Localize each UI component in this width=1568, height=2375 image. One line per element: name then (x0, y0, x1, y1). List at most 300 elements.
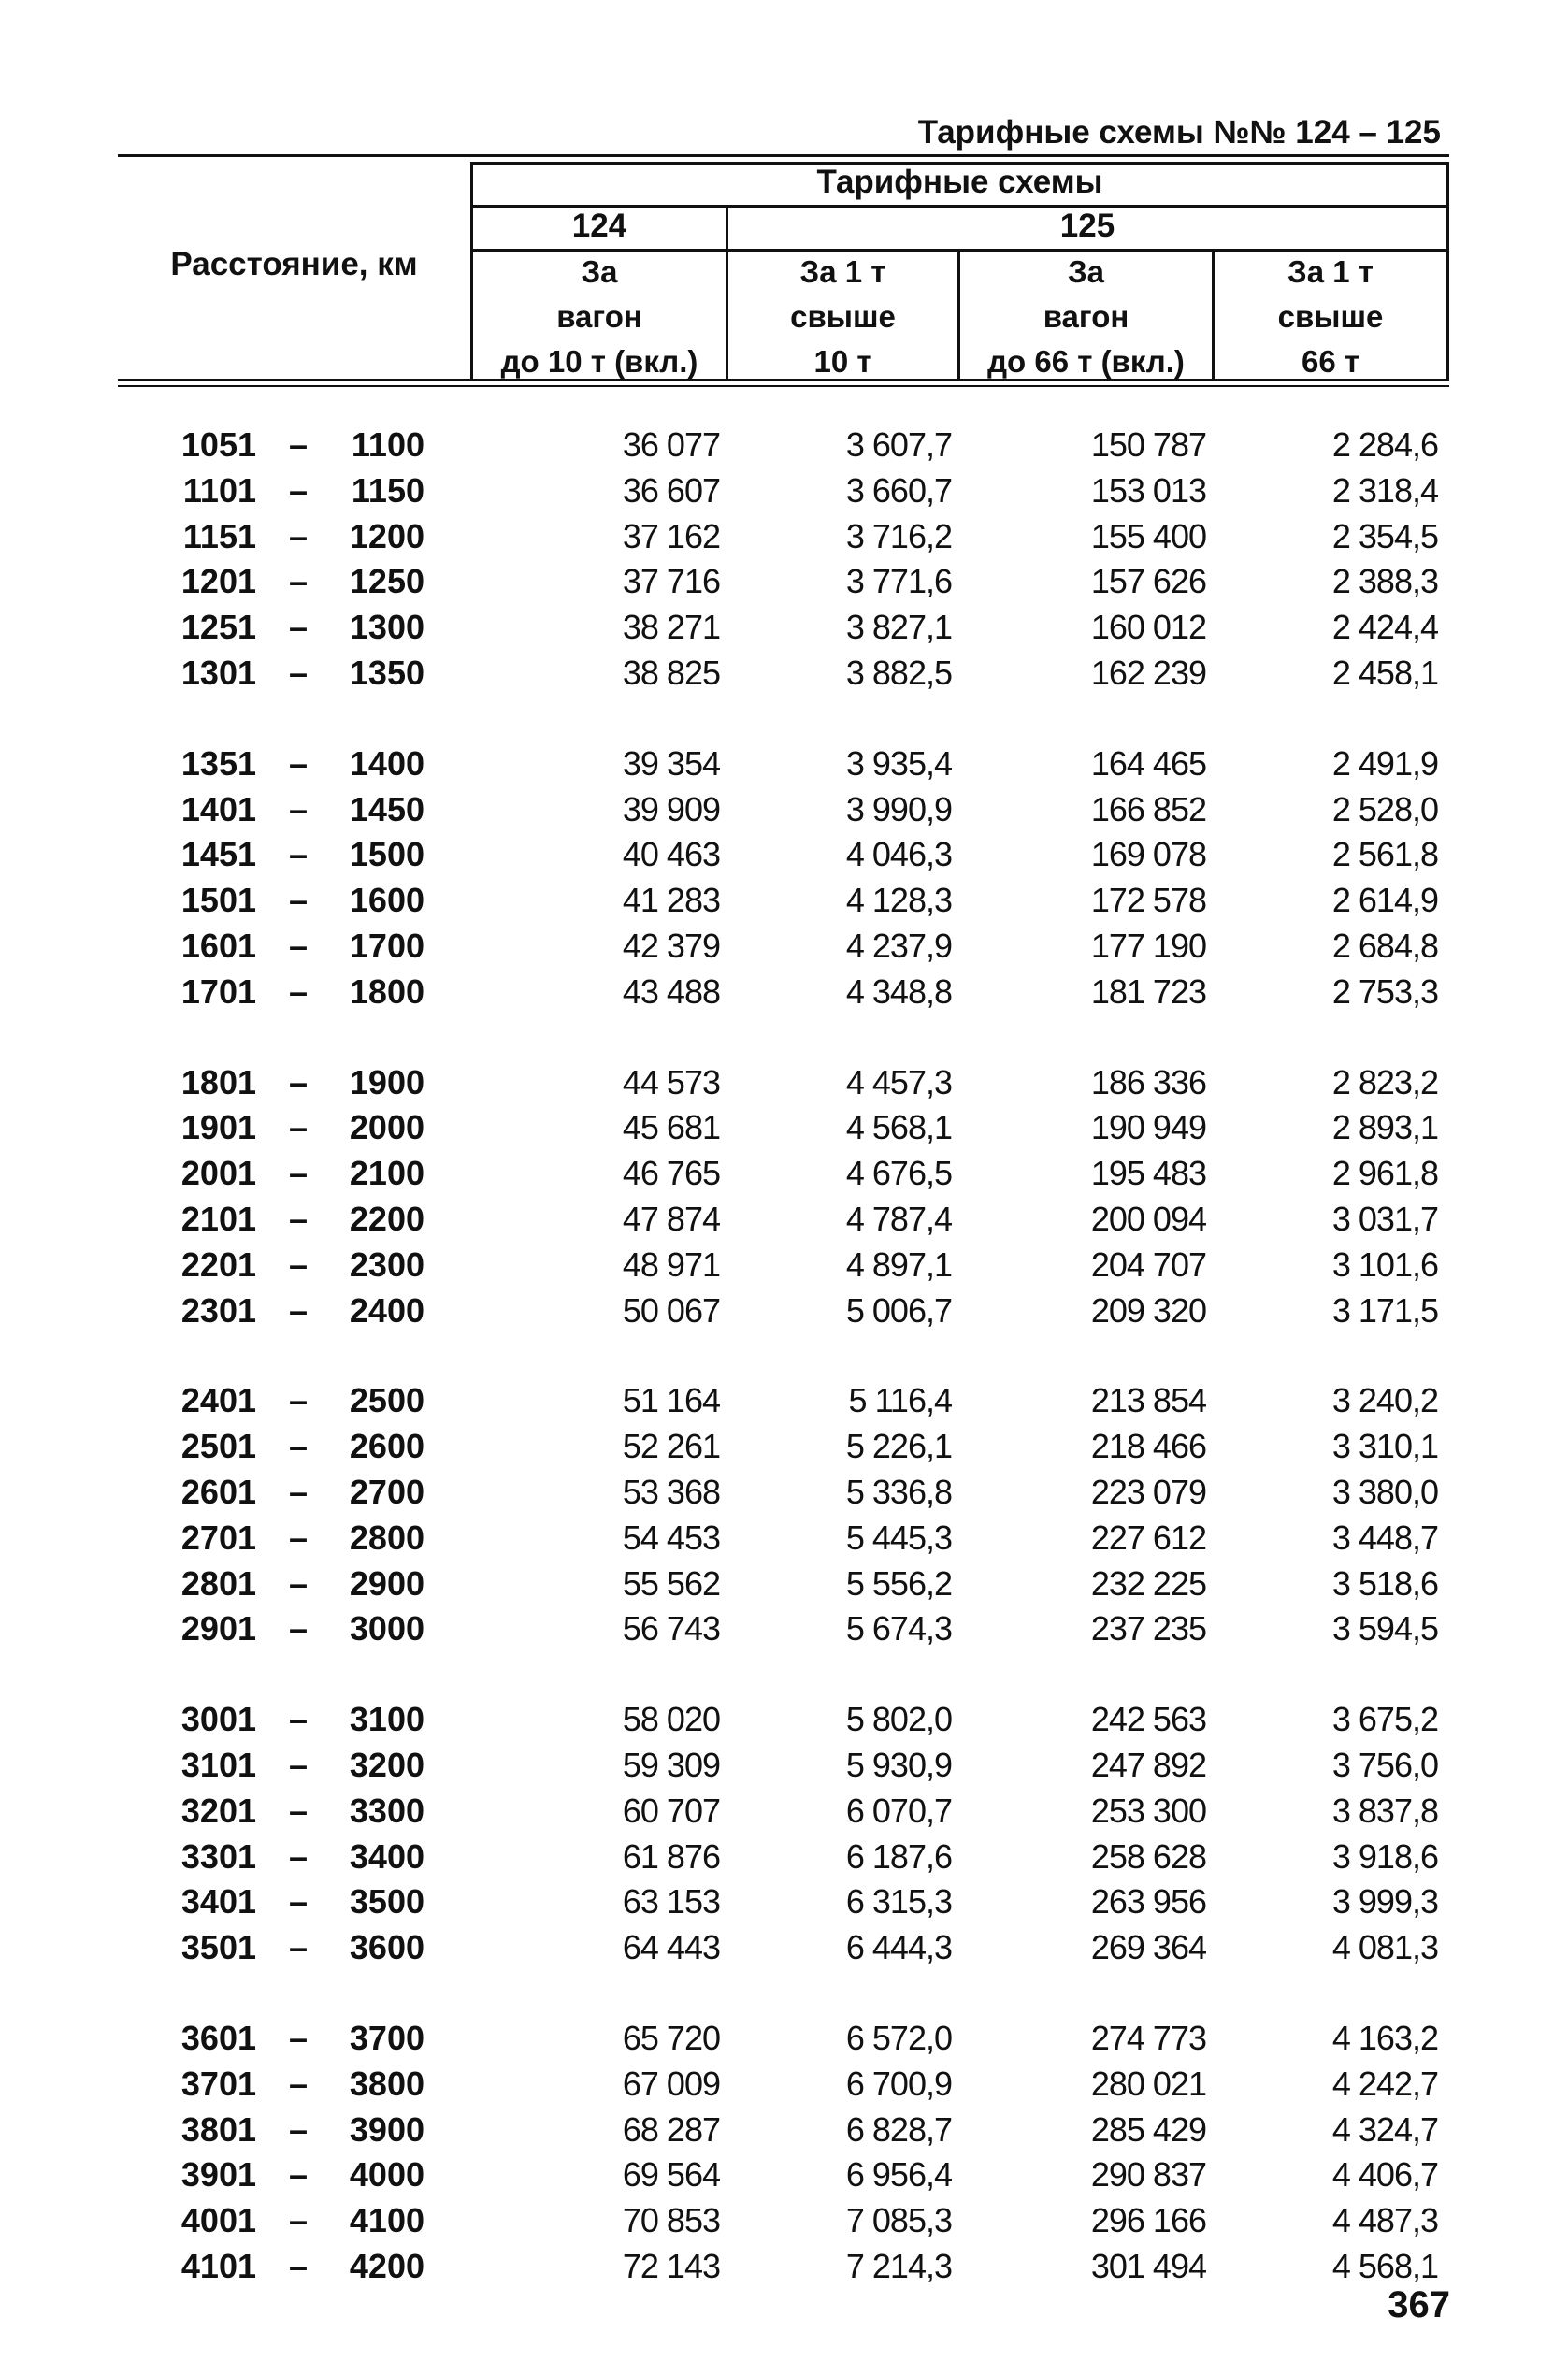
wagon-10t-value: 65 720 (622, 2019, 720, 2057)
ton-over-10t-value: 5 674,3 (845, 1609, 952, 1648)
distance-to: 3800 (349, 2064, 424, 2103)
wagon-10t-value: 60 707 (622, 1791, 720, 1830)
wagon-10t-value: 42 379 (622, 927, 720, 965)
distance-to: 4100 (349, 2201, 424, 2240)
table-row (0, 1288, 1568, 1333)
range-dash: – (288, 1518, 309, 1557)
distance-from: 3101 (180, 1746, 256, 1784)
ton-over-66t-value: 4 163,2 (1331, 2019, 1438, 2057)
distance-to: 3100 (349, 1700, 424, 1739)
wagon-66t-value: 258 628 (1090, 1836, 1206, 1876)
table-row (0, 924, 1568, 969)
range-dash: – (288, 425, 309, 464)
distance-to: 2500 (349, 1381, 424, 1420)
wagon-10t-value: 64 443 (622, 1928, 720, 1967)
ton-over-10t-value: 3 935,4 (845, 743, 952, 783)
range-dash: – (288, 881, 309, 920)
ton-over-66t-value: 3 031,7 (1331, 1200, 1438, 1238)
ton-over-10t-value: 3 882,5 (845, 654, 952, 692)
ton-over-10t-value: 6 187,6 (845, 1836, 952, 1876)
ton-over-66t-value: 2 424,4 (1331, 608, 1438, 647)
distance-to: 3600 (349, 1928, 424, 1967)
wagon-10t-value: 38 271 (622, 608, 720, 647)
ton-over-66t-value: 3 310,1 (1331, 1427, 1438, 1466)
distance-to: 1450 (349, 789, 424, 828)
distance-from: 2901 (180, 1609, 256, 1648)
ton-over-10t-value: 6 070,7 (845, 1791, 952, 1830)
range-dash: – (288, 927, 309, 965)
wagon-66t-value: 301 494 (1090, 2247, 1206, 2285)
col-wagon-66t-header: За вагон до 66 т (вкл.) (987, 254, 1185, 379)
table-row (0, 1697, 1568, 1742)
table-row (0, 468, 1568, 513)
table-row (0, 878, 1568, 923)
wagon-10t-value: 37 716 (622, 562, 720, 601)
ton-over-66t-value: 4 487,3 (1331, 2201, 1438, 2240)
table-row (0, 2244, 1568, 2289)
distance-from: 2701 (180, 1518, 256, 1557)
wagon-66t-value: 232 225 (1090, 1563, 1206, 1603)
ton-over-10t-value: 4 128,3 (845, 881, 952, 920)
ton-over-66t-value: 2 893,1 (1331, 1108, 1438, 1147)
ton-over-66t-value: 4 242,7 (1331, 2064, 1438, 2103)
ton-over-10t-value: 3 716,2 (845, 516, 952, 555)
wagon-66t-value: 195 483 (1090, 1154, 1206, 1193)
ton-over-10t-value: 6 572,0 (845, 2019, 952, 2057)
range-dash: – (288, 789, 309, 828)
wagon-10t-value: 67 009 (622, 2064, 720, 2103)
table-row (0, 1378, 1568, 1423)
wagon-66t-value: 269 364 (1090, 1928, 1206, 1967)
table-row (0, 1879, 1568, 1924)
ton-over-66t-value: 4 406,7 (1331, 2155, 1438, 2195)
range-dash: – (288, 972, 309, 1011)
range-dash: – (288, 1290, 309, 1330)
distance-to: 3700 (349, 2019, 424, 2057)
ton-over-10t-value: 6 828,7 (845, 2109, 952, 2149)
wagon-10t-value: 59 309 (622, 1746, 720, 1784)
distance-from: 3001 (180, 1700, 256, 1739)
distance-to: 3000 (349, 1609, 424, 1648)
table-row (0, 651, 1568, 696)
wagon-66t-value: 274 773 (1090, 2019, 1206, 2057)
distance-from: 1401 (180, 789, 256, 828)
distance-header: Расстояние, км (170, 246, 418, 282)
wagon-66t-value: 157 626 (1090, 562, 1206, 601)
wagon-10t-value: 52 261 (622, 1427, 720, 1466)
table-row (0, 1606, 1568, 1651)
header-divider (1446, 162, 1449, 379)
range-dash: – (288, 654, 309, 692)
table-row (0, 970, 1568, 1015)
scheme-124-header: 124 (571, 208, 627, 244)
ton-over-66t-value: 2 561,8 (1331, 835, 1438, 874)
wagon-66t-value: 164 465 (1090, 743, 1206, 783)
distance-from: 3301 (180, 1836, 256, 1876)
distance-from: 3601 (180, 2019, 256, 2057)
wagon-66t-value: 190 949 (1090, 1108, 1206, 1147)
wagon-66t-value: 155 400 (1090, 516, 1206, 555)
wagon-66t-value: 223 079 (1090, 1473, 1206, 1511)
wagon-66t-value: 247 892 (1090, 1746, 1206, 1784)
distance-from: 2401 (180, 1381, 256, 1420)
distance-to: 3500 (349, 1882, 424, 1922)
table-row (0, 1789, 1568, 1834)
ton-over-10t-value: 3 827,1 (845, 608, 952, 647)
ton-over-66t-value: 2 823,2 (1331, 1062, 1438, 1101)
range-dash: – (288, 1108, 309, 1147)
range-dash: – (288, 1836, 309, 1876)
wagon-66t-value: 290 837 (1090, 2155, 1206, 2195)
wagon-66t-value: 218 466 (1090, 1427, 1206, 1466)
distance-to: 1400 (349, 743, 424, 783)
table-row (0, 1197, 1568, 1242)
table-row (0, 1151, 1568, 1196)
wagon-10t-value: 69 564 (622, 2155, 720, 2195)
range-dash: – (288, 835, 309, 874)
ton-over-10t-value: 5 006,7 (845, 1290, 952, 1330)
scheme-125-header: 125 (1059, 208, 1115, 244)
table-row (0, 1424, 1568, 1469)
wagon-66t-value: 160 012 (1090, 608, 1206, 647)
wagon-10t-value: 53 368 (622, 1473, 720, 1511)
table-row (0, 1562, 1568, 1606)
ton-over-10t-value: 7 214,3 (845, 2247, 952, 2285)
ton-over-66t-value: 2 614,9 (1331, 881, 1438, 920)
range-dash: – (288, 2109, 309, 2149)
ton-over-66t-value: 2 458,1 (1331, 654, 1438, 692)
range-dash: – (288, 2201, 309, 2240)
distance-from: 2001 (180, 1154, 256, 1193)
ton-over-10t-value: 7 085,3 (845, 2201, 952, 2240)
distance-to: 1250 (349, 562, 424, 601)
wagon-10t-value: 56 743 (622, 1609, 720, 1648)
range-dash: – (288, 1746, 309, 1784)
wagon-10t-value: 36 077 (622, 425, 720, 464)
distance-from: 1601 (180, 927, 256, 965)
distance-to: 3900 (349, 2109, 424, 2149)
distance-to: 2600 (349, 1427, 424, 1466)
range-dash: – (288, 1791, 309, 1830)
range-dash: – (288, 1245, 309, 1284)
ton-over-10t-value: 4 787,4 (845, 1200, 952, 1238)
ton-over-10t-value: 3 990,9 (845, 789, 952, 828)
ton-over-66t-value: 3 918,6 (1331, 1836, 1438, 1876)
ton-over-10t-value: 5 556,2 (845, 1563, 952, 1603)
ton-over-10t-value: 3 607,7 (845, 425, 952, 464)
page-number: 367 (1388, 2284, 1450, 2325)
wagon-66t-value: 237 235 (1090, 1609, 1206, 1648)
ton-over-66t-value: 4 568,1 (1331, 2247, 1438, 2285)
distance-from: 3201 (180, 1791, 256, 1830)
distance-to: 1300 (349, 608, 424, 647)
wagon-66t-value: 227 612 (1090, 1518, 1206, 1557)
ton-over-10t-value: 4 046,3 (845, 835, 952, 874)
table-row (0, 1060, 1568, 1105)
ton-over-10t-value: 4 568,1 (845, 1108, 952, 1147)
ton-over-66t-value: 3 675,2 (1331, 1700, 1438, 1739)
wagon-66t-value: 280 021 (1090, 2064, 1206, 2103)
distance-from: 1251 (180, 608, 256, 647)
distance-to: 2800 (349, 1518, 424, 1557)
range-dash: – (288, 470, 309, 510)
ton-over-66t-value: 2 284,6 (1331, 425, 1438, 464)
wagon-10t-value: 44 573 (622, 1062, 720, 1101)
ton-over-66t-value: 3 448,7 (1331, 1518, 1438, 1557)
ton-over-66t-value: 2 961,8 (1331, 1154, 1438, 1193)
ton-over-10t-value: 3 771,6 (845, 562, 952, 601)
wagon-10t-value: 48 971 (622, 1245, 720, 1284)
wagon-10t-value: 58 020 (622, 1700, 720, 1739)
table-row (0, 514, 1568, 559)
range-dash: – (288, 2064, 309, 2103)
range-dash: – (288, 2155, 309, 2195)
page-title: Тарифные схемы №№ 124 – 125 (917, 114, 1441, 151)
ton-over-10t-value: 4 897,1 (845, 1245, 952, 1284)
wagon-66t-value: 285 429 (1090, 2109, 1206, 2149)
distance-from: 3701 (180, 2064, 256, 2103)
distance-to: 3300 (349, 1791, 424, 1830)
distance-from: 3901 (180, 2155, 256, 2195)
distance-from: 1101 (182, 470, 256, 510)
distance-from: 4001 (180, 2201, 256, 2240)
distance-to: 1200 (349, 516, 424, 555)
ton-over-10t-value: 3 660,7 (845, 470, 952, 510)
distance-from: 2101 (180, 1200, 256, 1238)
header-top-rule (118, 154, 1449, 157)
distance-from: 2201 (180, 1245, 256, 1284)
wagon-10t-value: 38 825 (622, 654, 720, 692)
range-dash: – (288, 1882, 309, 1922)
distance-to: 3400 (349, 1836, 424, 1876)
distance-to: 1900 (349, 1062, 424, 1101)
wagon-66t-value: 186 336 (1090, 1062, 1206, 1101)
table-row (0, 832, 1568, 877)
wagon-66t-value: 177 190 (1090, 927, 1206, 965)
wagon-66t-value: 162 239 (1090, 654, 1206, 692)
distance-to: 2000 (349, 1108, 424, 1147)
ton-over-10t-value: 4 237,9 (845, 927, 952, 965)
schemes-header: Тарифные схемы (816, 164, 1103, 200)
wagon-10t-value: 68 287 (622, 2109, 720, 2149)
ton-over-66t-value: 4 081,3 (1331, 1928, 1438, 1967)
ton-over-66t-value: 3 101,6 (1331, 1245, 1438, 1284)
range-dash: – (288, 1473, 309, 1511)
ton-over-66t-value: 3 240,2 (1331, 1381, 1438, 1420)
ton-over-66t-value: 3 594,5 (1331, 1609, 1438, 1648)
distance-from: 2301 (180, 1290, 256, 1330)
range-dash: – (288, 1381, 309, 1420)
ton-over-66t-value: 4 324,7 (1331, 2109, 1438, 2149)
table-row (0, 2198, 1568, 2243)
distance-from: 3501 (180, 1928, 256, 1967)
ton-over-10t-value: 6 444,3 (845, 1928, 952, 1967)
table-row (0, 1743, 1568, 1788)
distance-to: 2700 (349, 1473, 424, 1511)
table-row (0, 1925, 1568, 1970)
range-dash: – (288, 1154, 309, 1193)
header-bottom-rule-2 (118, 385, 1449, 387)
table-row (0, 741, 1568, 786)
ton-over-10t-value: 5 336,8 (845, 1473, 952, 1511)
table-row (0, 1243, 1568, 1288)
table-row (0, 2152, 1568, 2197)
ton-over-66t-value: 2 528,0 (1331, 789, 1438, 828)
ton-over-66t-value: 3 171,5 (1331, 1290, 1438, 1330)
ton-over-66t-value: 3 380,0 (1331, 1473, 1438, 1511)
ton-over-10t-value: 4 457,3 (845, 1062, 952, 1101)
ton-over-66t-value: 2 684,8 (1331, 927, 1438, 965)
wagon-10t-value: 55 562 (622, 1563, 720, 1603)
table-row (0, 1516, 1568, 1561)
wagon-10t-value: 36 607 (622, 470, 720, 510)
distance-from: 1501 (180, 881, 256, 920)
col-wagon-10t-header: За вагон до 10 т (вкл.) (500, 254, 698, 379)
ton-over-10t-value: 6 956,4 (845, 2155, 952, 2195)
table-row (0, 2108, 1568, 2152)
wagon-66t-value: 296 166 (1090, 2201, 1206, 2240)
wagon-10t-value: 61 876 (622, 1836, 720, 1876)
ton-over-66t-value: 2 318,4 (1331, 470, 1438, 510)
distance-from: 2801 (180, 1563, 256, 1603)
wagon-66t-value: 172 578 (1090, 881, 1206, 920)
distance-to: 1700 (349, 927, 424, 965)
wagon-10t-value: 41 283 (622, 881, 720, 920)
range-dash: – (288, 1062, 309, 1101)
wagon-10t-value: 72 143 (622, 2247, 720, 2285)
distance-from: 1201 (180, 562, 256, 601)
ton-over-10t-value: 4 676,5 (845, 1154, 952, 1193)
wagon-10t-value: 45 681 (622, 1108, 720, 1147)
distance-to: 1500 (349, 835, 424, 874)
ton-over-10t-value: 6 315,3 (845, 1882, 952, 1922)
distance-from: 3401 (180, 1882, 256, 1922)
distance-to: 3200 (349, 1746, 424, 1784)
distance-from: 1351 (180, 743, 256, 783)
range-dash: – (288, 608, 309, 647)
table-row (0, 423, 1568, 468)
distance-to: 1100 (351, 425, 424, 464)
distance-from: 4101 (180, 2247, 256, 2285)
ton-over-66t-value: 3 837,8 (1331, 1791, 1438, 1830)
ton-over-10t-value: 4 348,8 (845, 972, 952, 1011)
range-dash: – (288, 562, 309, 601)
range-dash: – (288, 1563, 309, 1603)
wagon-66t-value: 242 563 (1090, 1700, 1206, 1739)
range-dash: – (288, 743, 309, 783)
wagon-66t-value: 209 320 (1090, 1290, 1206, 1330)
distance-to: 2100 (349, 1154, 424, 1193)
distance-from: 1051 (180, 425, 256, 464)
wagon-66t-value: 153 013 (1090, 470, 1206, 510)
distance-to: 2400 (349, 1290, 424, 1330)
distance-to: 1600 (349, 881, 424, 920)
range-dash: – (288, 1700, 309, 1739)
distance-to: 4000 (349, 2155, 424, 2195)
range-dash: – (288, 2019, 309, 2057)
table-row (0, 787, 1568, 832)
distance-from: 1451 (180, 835, 256, 874)
distance-to: 2200 (349, 1200, 424, 1238)
table-row (0, 1470, 1568, 1515)
wagon-10t-value: 40 463 (622, 835, 720, 874)
distance-to: 1150 (351, 470, 424, 510)
distance-to: 1800 (349, 972, 424, 1011)
wagon-10t-value: 37 162 (622, 516, 720, 555)
ton-over-10t-value: 5 226,1 (845, 1427, 952, 1466)
ton-over-66t-value: 2 491,9 (1331, 743, 1438, 783)
wagon-10t-value: 63 153 (622, 1882, 720, 1922)
distance-to: 2300 (349, 1245, 424, 1284)
distance-to: 4200 (349, 2247, 424, 2285)
wagon-10t-value: 46 765 (622, 1154, 720, 1193)
wagon-10t-value: 43 488 (622, 972, 720, 1011)
ton-over-66t-value: 3 518,6 (1331, 1563, 1438, 1603)
wagon-10t-value: 39 909 (622, 789, 720, 828)
distance-from: 1801 (180, 1062, 256, 1101)
wagon-66t-value: 253 300 (1090, 1791, 1206, 1830)
table-header (118, 154, 1449, 386)
col-ton-over-10t-header: За 1 т свыше 10 т (790, 254, 896, 379)
ton-over-66t-value: 3 999,3 (1331, 1882, 1438, 1922)
ton-over-66t-value: 2 753,3 (1331, 972, 1438, 1011)
distance-to: 2900 (349, 1563, 424, 1603)
distance-from: 2501 (180, 1427, 256, 1466)
ton-over-66t-value: 2 388,3 (1331, 562, 1438, 601)
distance-to: 1350 (349, 654, 424, 692)
table-row (0, 1835, 1568, 1879)
ton-over-66t-value: 3 756,0 (1331, 1746, 1438, 1784)
wagon-10t-value: 51 164 (622, 1381, 720, 1420)
table-row (0, 2062, 1568, 2107)
distance-from: 1301 (180, 654, 256, 692)
ton-over-10t-value: 5 116,4 (848, 1381, 952, 1420)
range-dash: – (288, 1427, 309, 1466)
wagon-10t-value: 54 453 (622, 1518, 720, 1557)
wagon-10t-value: 39 354 (622, 743, 720, 783)
range-dash: – (288, 1928, 309, 1967)
wagon-10t-value: 50 067 (622, 1290, 720, 1330)
ton-over-10t-value: 5 930,9 (845, 1746, 952, 1784)
range-dash: – (288, 1609, 309, 1648)
wagon-66t-value: 213 854 (1090, 1381, 1206, 1420)
ton-over-10t-value: 5 802,0 (845, 1700, 952, 1739)
range-dash: – (288, 516, 309, 555)
table-row (0, 1105, 1568, 1150)
ton-over-10t-value: 5 445,3 (845, 1518, 952, 1557)
distance-from: 2601 (180, 1473, 256, 1511)
wagon-10t-value: 47 874 (622, 1200, 720, 1238)
distance-from: 3801 (180, 2109, 256, 2149)
distance-from: 1701 (180, 972, 256, 1011)
ton-over-66t-value: 2 354,5 (1331, 516, 1438, 555)
wagon-66t-value: 200 094 (1090, 1200, 1206, 1238)
table-row (0, 605, 1568, 650)
distance-from: 1901 (180, 1108, 256, 1147)
wagon-66t-value: 150 787 (1090, 425, 1206, 464)
range-dash: – (288, 1200, 309, 1238)
wagon-66t-value: 169 078 (1090, 835, 1206, 874)
distance-from: 1151 (182, 516, 256, 555)
ton-over-10t-value: 6 700,9 (845, 2064, 952, 2103)
table-row (0, 2016, 1568, 2061)
col-ton-over-66t-header: За 1 т свыше 66 т (1277, 254, 1384, 379)
wagon-66t-value: 181 723 (1090, 972, 1206, 1011)
table-row (0, 559, 1568, 604)
wagon-66t-value: 263 956 (1090, 1882, 1206, 1922)
wagon-66t-value: 166 852 (1090, 789, 1206, 828)
range-dash: – (288, 2247, 309, 2285)
